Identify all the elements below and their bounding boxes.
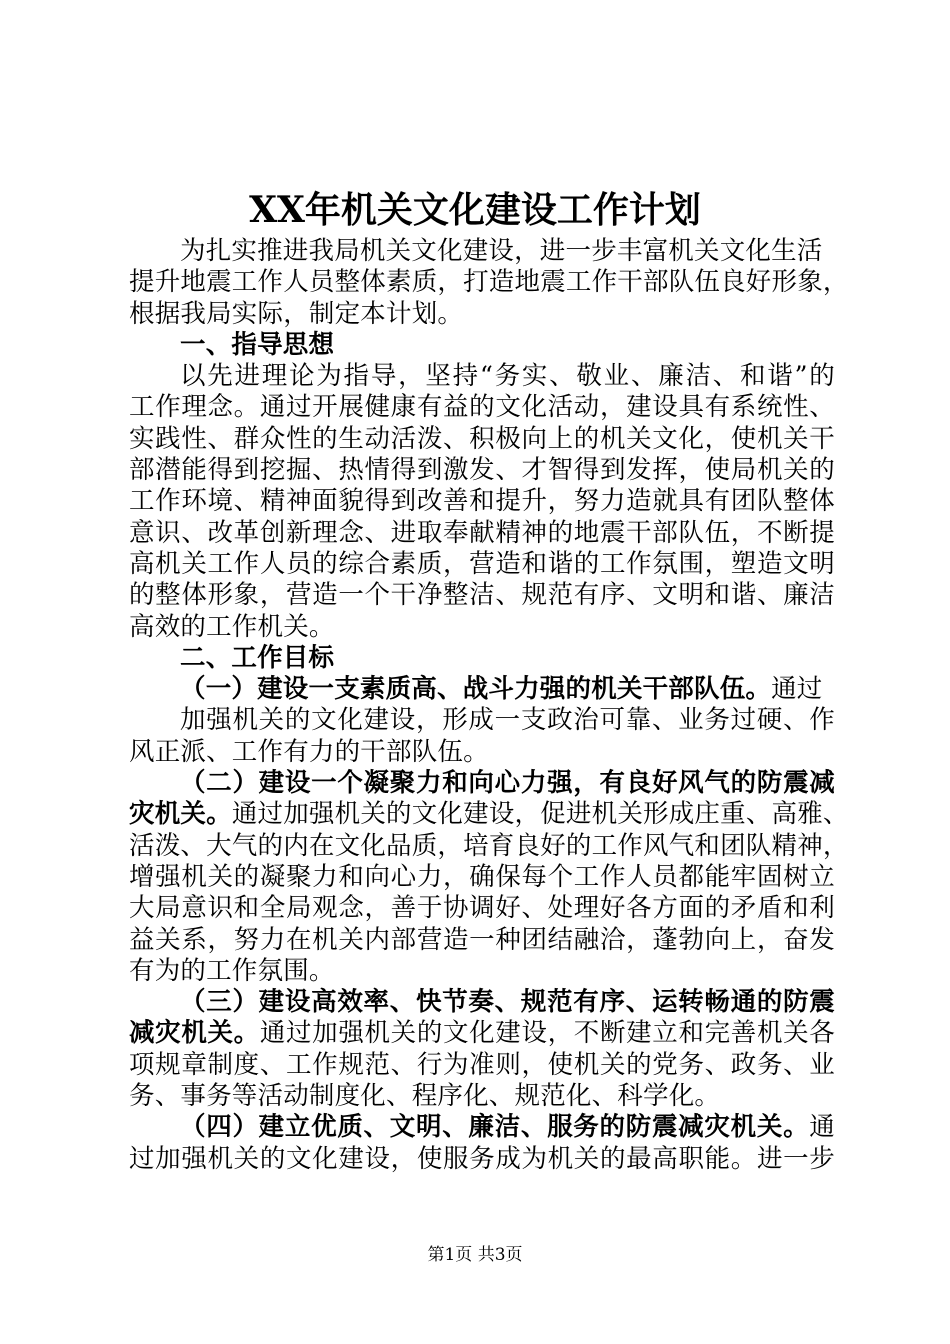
paragraph-line: 的整体形象，营造一个干净整洁、规范有序、文明和谐、廉洁	[129, 580, 835, 611]
paragraph-line: 部潜能得到挖掘、热情得到激发、才智得到发挥，使局机关的	[129, 455, 835, 486]
line-text: 通	[809, 1112, 835, 1143]
paragraph-line: 大局意识和全局观念，善于协调好、处理好各方面的矛盾和利	[129, 893, 835, 924]
paragraph-line: 为扎实推进我局机关文化建设，进一步丰富机关文化生活	[180, 236, 823, 266]
paragraph-line	[129, 799, 849, 830]
line-text: 通过加强机关的文化建设，促进机关形成庄重、高雅、	[231, 799, 849, 830]
section-heading: 二、工作目标	[180, 642, 335, 673]
paragraph-line: 以先进理论为指导，坚持“务实、敬业、廉洁、和谐”的	[180, 361, 835, 392]
paragraph-line: 益关系，努力在机关内部营造一种团结融洽，蓬勃向上，奋发	[129, 924, 835, 955]
paragraph-line	[129, 1018, 835, 1049]
paragraph-line: 风正派、工作有力的干部队伍。	[129, 736, 489, 767]
paragraph-line: 增强机关的凝聚力和向心力，确保每个工作人员都能牢固树立	[129, 861, 835, 892]
paragraph-line	[129, 674, 835, 705]
paragraph-line: 高效的工作机关。	[129, 611, 335, 642]
bold-subheading: （一）建设一支素质高、战斗力强的机关干部队伍。	[180, 674, 772, 705]
bold-subheading: 灾机关。	[129, 799, 232, 830]
paragraph-line: 高机关工作人员的综合素质，营造和谐的工作氛围，塑造文明	[129, 548, 835, 579]
paragraph-line: 过加强机关的文化建设，使服务成为机关的最高职能。进一步	[129, 1143, 835, 1174]
document-body	[129, 236, 849, 1175]
bold-subheading: （四）建立优质、文明、廉洁、服务的防震减灾机关。	[180, 1112, 810, 1143]
paragraph-line	[129, 1112, 835, 1143]
line-text: 通过加强机关的文化建设，不断建立和完善机关各	[259, 1018, 835, 1049]
paragraph-line: 务、事务等活动制度化、程序化、规范化、科学化。	[129, 1081, 721, 1112]
line-text: 通过	[771, 674, 823, 705]
paragraph-line: 根据我局实际，制定本计划。	[129, 298, 464, 329]
paragraph-line: 提升地震工作人员整体素质，打造地震工作干部队伍良好形象，	[129, 267, 849, 298]
paragraph-line: 工作环境、精神面貌得到改善和提升，努力造就具有团队整体	[129, 486, 835, 517]
page-footer: 第1页 共3页	[427, 1245, 523, 1265]
paragraph-line: 项规章制度、工作规范、行为准则，使机关的党务、政务、业	[129, 1049, 835, 1080]
paragraph-line: （二）建设一个凝聚力和向心力强，有良好风气的防震减	[180, 768, 835, 799]
paragraph-line: 实践性、群众性的生动活泼、积极向上的机关文化，使机关干	[129, 423, 835, 454]
paragraph-line: （三）建设高效率、快节奏、规范有序、运转畅通的防震	[180, 987, 835, 1018]
bold-subheading: 减灾机关。	[129, 1018, 260, 1049]
paragraph-line: 意识、改革创新理念、进取奉献精神的地震干部队伍，不断提	[129, 517, 835, 548]
document-title: XX年机关文化建设工作计划	[249, 189, 701, 231]
section-heading: 一、指导思想	[180, 329, 335, 360]
paragraph-line: 活泼、大气的内在文化品质，培育良好的工作风气和团队精神，	[129, 830, 849, 861]
paragraph-line: 工作理念。通过开展健康有益的文化活动，建设具有系统性、	[129, 392, 835, 423]
paragraph-line: 有为的工作氛围。	[129, 955, 335, 986]
paragraph-line: 加强机关的文化建设，形成一支政治可靠、业务过硬、作	[180, 705, 835, 736]
